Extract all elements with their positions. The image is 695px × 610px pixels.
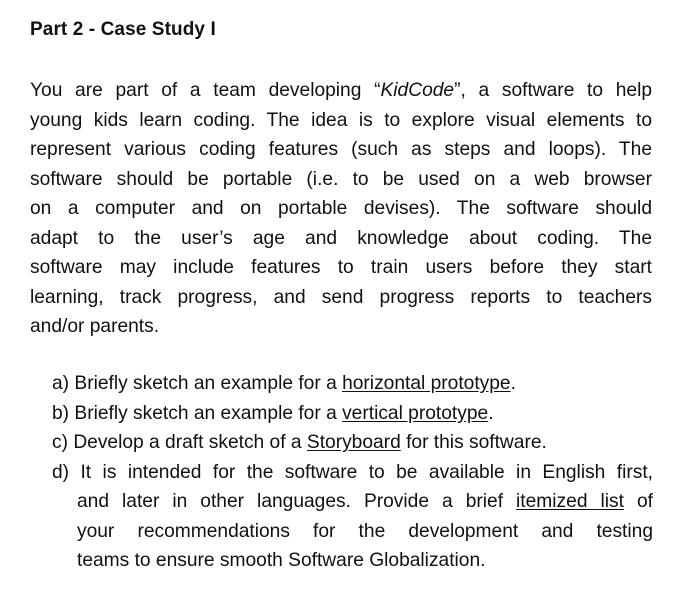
- paragraph-line: young kids learn coding. The idea is to explore visual elements to: [30, 109, 652, 131]
- underlined-term: Storyboard: [306, 432, 401, 453]
- text-run: and later in other languages. Provide a brief: [77, 491, 517, 512]
- text-run: .: [488, 402, 494, 424]
- list-item-d-continuation: teams to ensure smooth Software Globalization.: [77, 550, 486, 571]
- paragraph-line: software should be portable (i.e. to be used on a web browser: [30, 168, 652, 190]
- paragraph-line: software may include features to train users before they start: [30, 257, 652, 278]
- list-item-d-continuation: your recommendations for the development and testing: [77, 520, 653, 542]
- text-run: a) Briefly sketch an example for a: [52, 373, 343, 394]
- list-item-b: [52, 399, 653, 429]
- text-run: You are part of a team developing “: [30, 80, 381, 101]
- underlined-term: itemized list: [516, 491, 624, 512]
- text-run: of: [623, 491, 653, 512]
- product-name: KidCode: [380, 80, 455, 101]
- underlined-term: vertical prototype: [342, 402, 489, 424]
- paragraph-line: adapt to the user’s age and knowledge about coding. The: [30, 227, 652, 249]
- case-description: [30, 76, 652, 342]
- paragraph-line: and/or parents.: [30, 316, 160, 337]
- text-run: b) Briefly sketch an example for a: [52, 402, 343, 424]
- underlined-term: horizontal prototype: [342, 373, 511, 394]
- text-run: for this software.: [400, 432, 547, 453]
- paragraph-line: represent various coding features (such as steps and loops). The: [30, 139, 652, 160]
- text-run: .: [510, 373, 516, 394]
- section-title: Part 2 - Case Study I: [30, 19, 216, 40]
- list-item-c: [52, 428, 653, 458]
- paragraph-line: on a computer and on portable devises). The software should: [30, 198, 652, 219]
- list-item-d: d) It is intended for the software to be available in English first,: [52, 461, 653, 483]
- text-run: ”, a software to help: [454, 80, 653, 101]
- paragraph-line: learning, track progress, and send progress reports to teachers: [30, 286, 652, 308]
- question-list: [52, 369, 653, 576]
- paragraph-line: [30, 76, 652, 106]
- list-item-d-continuation: [52, 487, 653, 517]
- text-run: c) Develop a draft sketch of a: [52, 432, 307, 453]
- list-item-a: [52, 369, 653, 399]
